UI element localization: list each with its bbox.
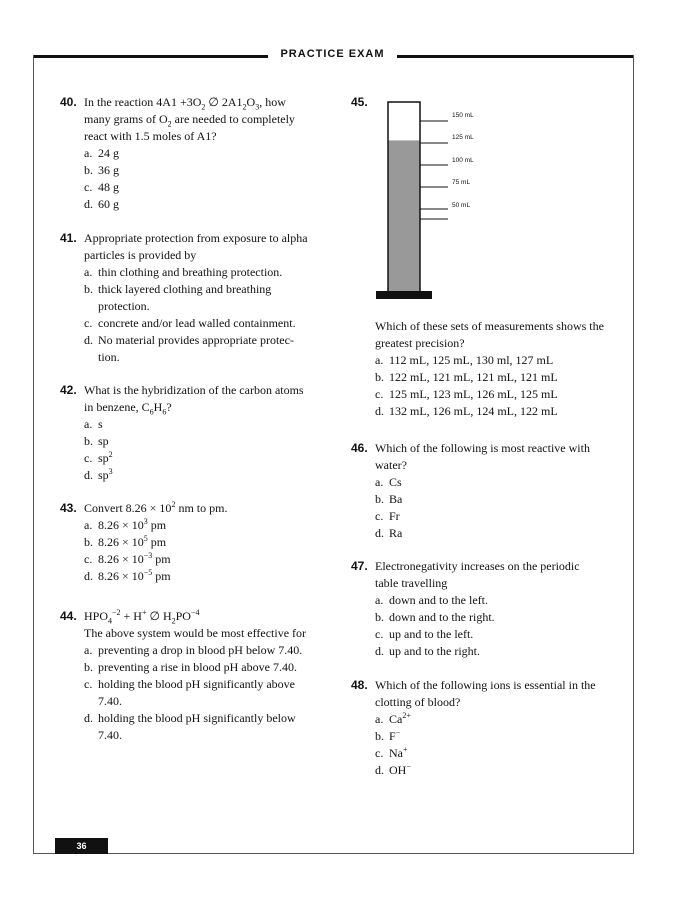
option-text: 7.40.: [98, 728, 122, 742]
superscript: 3: [143, 517, 148, 526]
option-text: thin clothing and breathing protection.: [98, 265, 283, 279]
frame-bottom-rule: [33, 853, 634, 854]
stem-text: ∅ 2A1: [205, 95, 243, 109]
option-c: [84, 676, 335, 710]
subscript: 2: [201, 102, 206, 112]
stem-text: Which of the following is most reactive with: [375, 441, 590, 455]
option-text: 132 mL, 126 mL, 124 mL, 122 mL: [389, 404, 558, 418]
option-text: 8.26 × 10: [98, 518, 144, 532]
stem-text: many grams of O: [84, 112, 168, 126]
question-stem: [84, 230, 335, 264]
option-letter: c.: [84, 677, 93, 691]
option-c: [84, 551, 335, 568]
option-text: s: [98, 417, 103, 431]
stem-text: particles is provided by: [84, 248, 197, 262]
stem-text: are needed to completely: [171, 112, 295, 126]
option-letter: b.: [375, 610, 384, 624]
stem-text: O: [246, 95, 256, 109]
question-number: 48.: [351, 678, 368, 692]
superscript: −: [395, 728, 401, 737]
option-letter: a.: [84, 417, 93, 431]
option-letter: d.: [84, 468, 93, 482]
option-text: 8.26 × 10: [98, 552, 144, 566]
question-41: [60, 230, 335, 366]
option-letter: d.: [375, 526, 384, 540]
question-equation: [84, 608, 335, 625]
option-text: down and to the right.: [389, 610, 495, 624]
option-text: holding the blood pH significantly below: [98, 711, 296, 725]
question-number: 42.: [60, 383, 77, 397]
stem-text: Which of these sets of measurements shows the: [375, 319, 604, 333]
option-c: [84, 315, 335, 332]
option-letter: d.: [375, 763, 384, 777]
option-text: 24 g: [98, 146, 119, 160]
stem-text: Appropriate protection from exposure to alpha: [84, 231, 308, 245]
option-text: Ca: [389, 712, 403, 726]
option-text: F: [389, 729, 396, 743]
graduation-label: 50 mL: [452, 202, 471, 209]
cylinder-base: [376, 291, 432, 299]
option-text: 36 g: [98, 163, 119, 177]
option-text: up and to the left.: [389, 627, 474, 641]
option-text: No material provides appropriate protec-: [98, 333, 294, 347]
option-text: Ba: [389, 492, 403, 506]
option-text: 8.26 × 10: [98, 569, 144, 583]
option-unit: pm: [152, 569, 171, 583]
option-d: [84, 196, 330, 213]
option-letter: b.: [84, 434, 93, 448]
option-text: preventing a rise in blood pH above 7.40.: [98, 660, 297, 674]
option-letter: b.: [375, 492, 384, 506]
option-letter: c.: [375, 627, 384, 641]
question-number: 44.: [60, 609, 77, 623]
option-text: sp: [98, 468, 109, 482]
question-42: [60, 382, 335, 484]
option-d: [375, 403, 631, 420]
frame-top-left-rule: [33, 55, 268, 58]
option-c: [84, 450, 335, 467]
stem-text: H: [153, 400, 163, 414]
stem-text: table travelling: [375, 576, 448, 590]
option-b: [84, 534, 335, 551]
question-48: [351, 677, 631, 779]
option-text: tion.: [98, 350, 120, 364]
superscript: 2: [108, 450, 113, 459]
graduated-cylinder-diagram: [372, 99, 492, 301]
option-letter: c.: [84, 180, 93, 194]
option-c: [375, 626, 631, 643]
option-text: sp: [98, 434, 109, 448]
option-b: [84, 433, 335, 450]
option-a: [84, 416, 335, 433]
option-a: [375, 592, 631, 609]
option-d: [84, 332, 335, 366]
option-a: [84, 264, 335, 281]
page-header-title: PRACTICE EXAM: [280, 48, 385, 60]
option-letter: a.: [84, 643, 93, 657]
option-text: holding the blood pH significantly above: [98, 677, 295, 691]
option-d: [84, 710, 335, 744]
stem-text: Which of the following ions is essential in the: [375, 678, 596, 692]
option-text: 60 g: [98, 197, 119, 211]
option-d: [375, 762, 631, 779]
question-stem: [84, 382, 335, 416]
stem-text: nm to pm.: [175, 501, 228, 515]
stem-text: ∅ H: [146, 609, 172, 623]
option-letter: a.: [84, 146, 93, 160]
option-c: [375, 386, 631, 403]
option-text: down and to the left.: [389, 593, 488, 607]
option-text: Ra: [389, 526, 403, 540]
subscript: 2: [171, 616, 176, 626]
superscript: 2: [171, 500, 176, 509]
option-letter: a.: [375, 593, 384, 607]
option-b: [375, 728, 631, 745]
option-a: [375, 711, 631, 728]
option-b: [375, 609, 631, 626]
graduation-label: 150 mL: [452, 112, 474, 119]
option-text: protection.: [98, 299, 150, 313]
option-a: [84, 642, 335, 659]
option-c: [375, 745, 631, 762]
question-47: [351, 558, 631, 660]
stem-text: HPO: [84, 609, 109, 623]
question-number: 47.: [351, 559, 368, 573]
option-letter: c.: [375, 509, 384, 523]
superscript: −3: [143, 551, 153, 560]
question-number: 46.: [351, 441, 368, 455]
option-letter: c.: [84, 552, 93, 566]
stem-text: react with 1.5 moles of A1?: [84, 129, 217, 143]
question-45: [351, 318, 631, 420]
option-letter: c.: [375, 746, 384, 760]
stem-text: Electronegativity increases on the periodic: [375, 559, 580, 573]
option-letter: b.: [84, 660, 93, 674]
option-text: 112 mL, 125 mL, 130 ml, 127 mL: [389, 353, 554, 367]
option-a: [84, 145, 330, 162]
option-text: OH: [389, 763, 407, 777]
question-number: 43.: [60, 501, 77, 515]
question-number: 41.: [60, 231, 77, 245]
option-letter: c.: [375, 387, 384, 401]
option-b: [375, 491, 631, 508]
subscript: 2: [242, 102, 247, 112]
option-letter: c.: [84, 451, 93, 465]
stem-text: In the reaction 4A1 +3O: [84, 95, 202, 109]
subscript: 6: [162, 407, 167, 417]
option-d: [84, 568, 335, 585]
option-letter: a.: [375, 475, 384, 489]
stem-text: PO: [175, 609, 191, 623]
cylinder-liquid: [388, 140, 420, 294]
superscript: −4: [190, 608, 200, 617]
question-number: 40.: [60, 95, 77, 109]
option-letter: d.: [84, 197, 93, 211]
option-letter: b.: [375, 370, 384, 384]
option-c: [84, 179, 330, 196]
stem-text: , how: [259, 95, 286, 109]
stem-text: greatest precision?: [375, 336, 465, 350]
option-text: 7.40.: [98, 694, 122, 708]
option-text: Na: [389, 746, 403, 760]
option-letter: b.: [84, 282, 93, 296]
option-b: [84, 659, 335, 676]
question-43: [60, 500, 335, 585]
question-stem: [375, 440, 631, 474]
question-stem: [84, 94, 330, 145]
frame-top-right-rule: [397, 55, 634, 58]
option-a: [375, 474, 631, 491]
option-letter: b.: [375, 729, 384, 743]
option-text: thick layered clothing and breathing: [98, 282, 272, 296]
option-text: sp: [98, 451, 109, 465]
option-letter: d.: [375, 644, 384, 658]
option-unit: pm: [152, 552, 171, 566]
stem-text: What is the hybridization of the carbon atoms: [84, 383, 304, 397]
option-letter: d.: [84, 711, 93, 725]
option-letter: d.: [84, 333, 93, 347]
graduation-label: 75 mL: [452, 179, 471, 186]
superscript: 2+: [402, 711, 411, 720]
option-letter: a.: [84, 518, 93, 532]
option-text: 8.26 × 10: [98, 535, 144, 549]
option-text: Cs: [389, 475, 402, 489]
superscript: 3: [108, 467, 113, 476]
option-a: [375, 352, 631, 369]
option-text: 122 mL, 121 mL, 121 mL, 121 mL: [389, 370, 558, 384]
frame-left-rule: [33, 55, 34, 854]
question-stem: [84, 500, 335, 517]
option-d: [375, 525, 631, 542]
superscript: 5: [143, 534, 148, 543]
option-text: 125 mL, 123 mL, 126 mL, 125 mL: [389, 387, 558, 401]
subscript: 6: [149, 407, 154, 417]
question-stem: [375, 318, 631, 352]
stem-text: + H: [120, 609, 142, 623]
subscript: 3: [255, 102, 260, 112]
option-d: [84, 467, 335, 484]
option-letter: d.: [375, 404, 384, 418]
question-46: [351, 440, 631, 542]
option-letter: a.: [375, 712, 384, 726]
subscript: 4: [108, 616, 113, 626]
superscript: +: [403, 745, 408, 754]
superscript: +: [141, 608, 147, 617]
option-letter: d.: [84, 569, 93, 583]
option-text: preventing a drop in blood pH below 7.40.: [98, 643, 303, 657]
option-letter: b.: [84, 535, 93, 549]
question-stem: The above system would be most effective for: [84, 626, 307, 640]
option-d: [375, 643, 631, 660]
question-stem: [375, 677, 631, 711]
option-a: [84, 517, 335, 534]
option-letter: a.: [84, 265, 93, 279]
graduation-label: 100 mL: [452, 157, 474, 164]
option-text: Fr: [389, 509, 400, 523]
option-unit: pm: [147, 518, 167, 532]
option-c: [375, 508, 631, 525]
option-text: 48 g: [98, 180, 119, 194]
question-40: [60, 94, 330, 213]
question-number: 45.: [351, 95, 368, 109]
stem-text: water?: [375, 458, 407, 472]
graduation-label: 125 mL: [452, 134, 474, 141]
stem-text: ?: [166, 400, 172, 414]
stem-text: in benzene, C: [84, 400, 150, 414]
option-b: [84, 162, 330, 179]
stem-text: clotting of blood?: [375, 695, 461, 709]
option-b: [84, 281, 335, 315]
option-letter: b.: [84, 163, 93, 177]
question-stem: [375, 558, 631, 592]
frame-right-rule: [633, 55, 634, 854]
option-text: up and to the right.: [389, 644, 480, 658]
option-text: concrete and/or lead walled containment.: [98, 316, 296, 330]
option-letter: c.: [84, 316, 93, 330]
stem-text: Convert 8.26 × 10: [84, 501, 172, 515]
superscript: −: [406, 762, 411, 771]
superscript: −5: [143, 568, 153, 577]
subscript: 2: [167, 119, 172, 129]
option-letter: a.: [375, 353, 384, 367]
option-unit: pm: [147, 535, 167, 549]
option-b: [375, 369, 631, 386]
page-number: 36: [55, 838, 108, 854]
superscript: −2: [112, 608, 121, 617]
question-44: [60, 608, 335, 744]
